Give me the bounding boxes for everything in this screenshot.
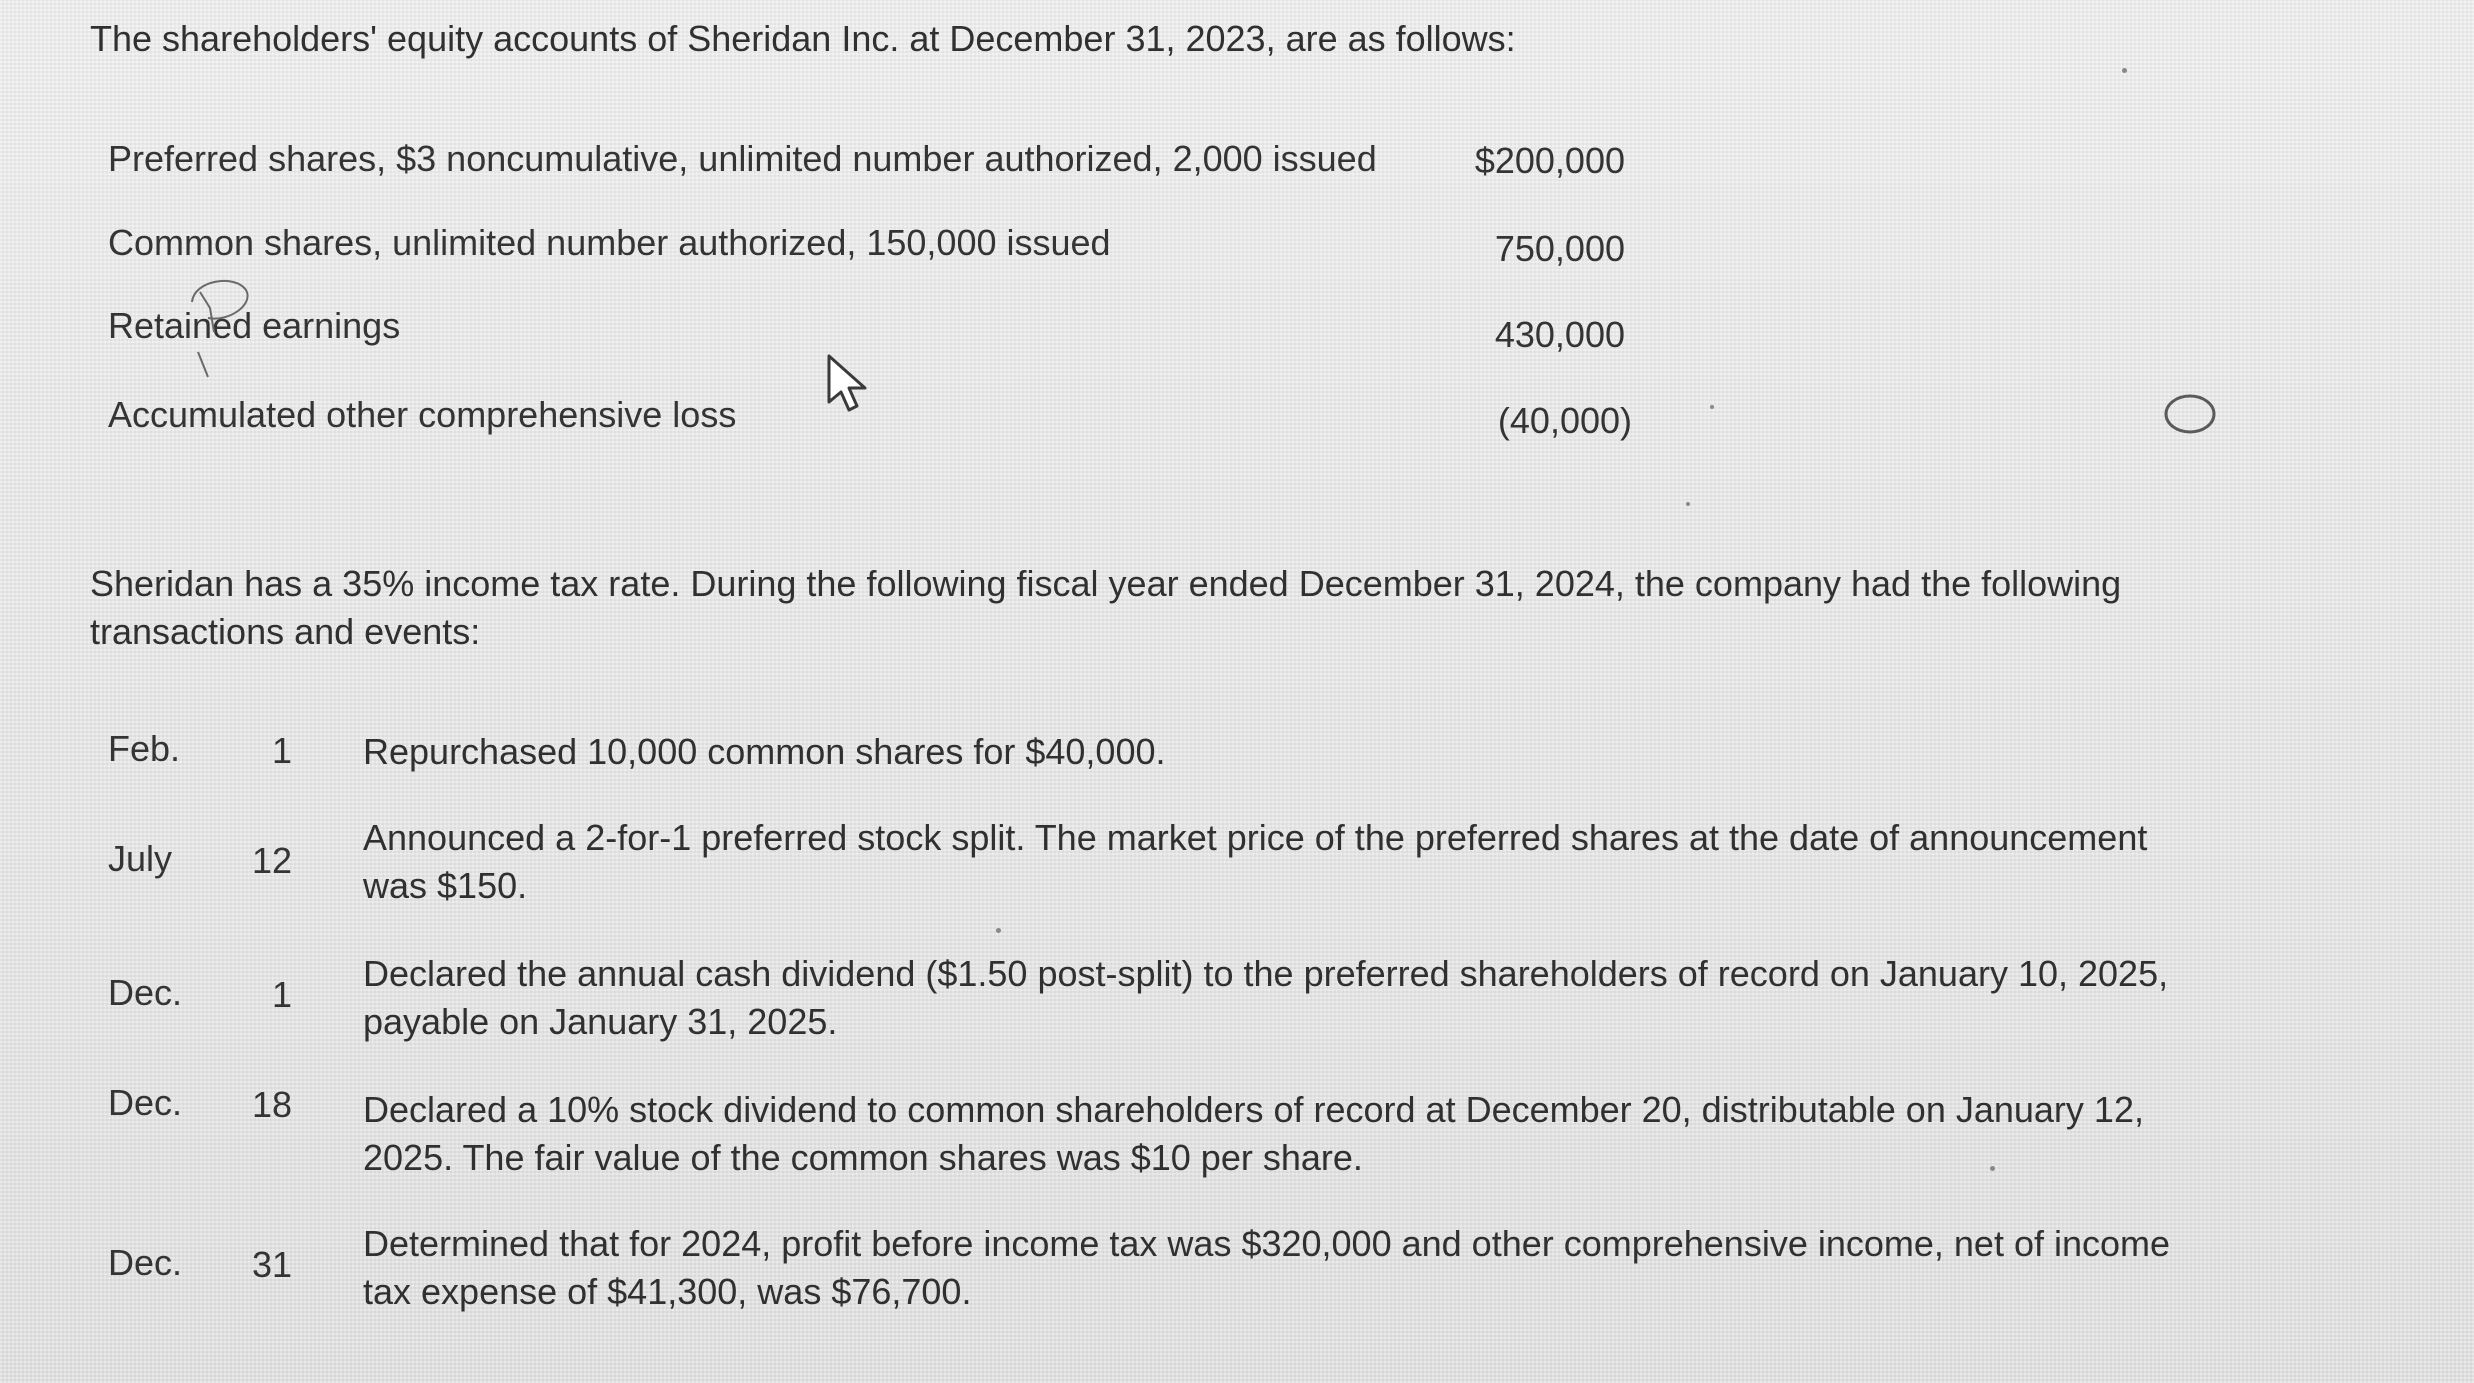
transaction-description: Announced a 2-for-1 preferred stock split. The market price of the preferred shares at the date of announcement was $150. bbox=[363, 817, 2148, 906]
decorative-speck bbox=[1686, 502, 1690, 506]
decorative-speck bbox=[1990, 1166, 1995, 1171]
account-amount-common: 750,000 bbox=[1494, 228, 1625, 269]
transaction-description: Declared a 10% stock dividend to common shareholders of record at December 20, distributable on January 12, 2025. The fair value of the common shares was $10 per share. bbox=[363, 1089, 2144, 1178]
account-label-preferred: Preferred shares, $3 noncumulative, unlimited number authorized, 2,000 issued bbox=[108, 138, 1377, 179]
transaction-description: Determined that for 2024, profit before income tax was $320,000 and other comprehensive income, net of income tax expense of $41,300, was $76,700. bbox=[363, 1223, 2171, 1312]
account-amount-preferred: $200,000 bbox=[1474, 140, 1625, 181]
transaction-month: Dec. bbox=[108, 1242, 183, 1283]
decorative-speck bbox=[2122, 68, 2127, 73]
transaction-month: July bbox=[108, 838, 173, 879]
pen-doodle-mark bbox=[180, 272, 260, 382]
account-amount-aocl: (40,000) bbox=[1497, 400, 1632, 441]
transaction-month: Dec. bbox=[108, 972, 183, 1013]
transaction-description: Declared the annual cash dividend ($1.50 post-split) to the preferred shareholders of record on January 10, 2025, payable on January 31, 2025. bbox=[363, 953, 2169, 1042]
transaction-month: Dec. bbox=[108, 1082, 183, 1123]
transaction-day: 1 bbox=[271, 974, 292, 1015]
decorative-speck bbox=[996, 928, 1001, 933]
transaction-day: 18 bbox=[251, 1084, 292, 1125]
decorative-speck bbox=[1710, 405, 1714, 409]
circle-icon bbox=[2160, 388, 2224, 442]
account-amount-retained: 430,000 bbox=[1494, 314, 1625, 355]
transaction-day: 31 bbox=[251, 1244, 292, 1285]
account-label-aocl: Accumulated other comprehensive loss bbox=[108, 394, 737, 435]
problem-intro: The shareholders' equity accounts of Sheridan Inc. at December 31, 2023, are as follows: bbox=[90, 18, 1516, 59]
transaction-day: 12 bbox=[251, 840, 292, 881]
tax-rate-paragraph: Sheridan has a 35% income tax rate. During the following fiscal year ended December 31, 2024, the company had the following transactions and events: bbox=[90, 563, 2122, 652]
account-label-common: Common shares, unlimited number authorized, 150,000 issued bbox=[108, 222, 1111, 263]
transaction-day: 1 bbox=[271, 730, 292, 771]
mouse-pointer-icon bbox=[825, 352, 873, 412]
transaction-month: Feb. bbox=[108, 728, 181, 769]
transaction-description: Repurchased 10,000 common shares for $40,000. bbox=[363, 731, 1166, 772]
account-label-retained: Retained earnings bbox=[108, 305, 401, 346]
